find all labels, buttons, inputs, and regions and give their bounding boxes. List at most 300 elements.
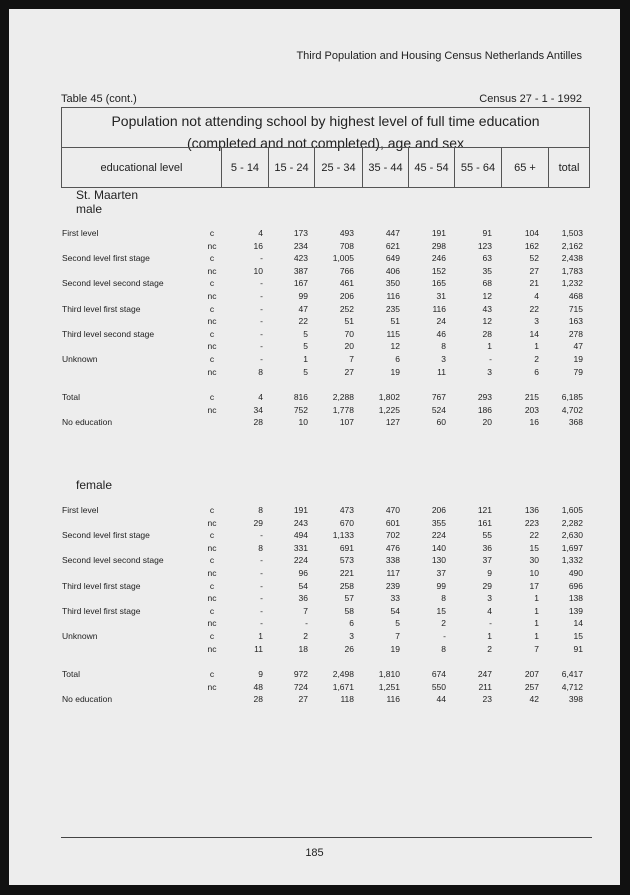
completion-type: nc	[207, 618, 217, 629]
cell-value: 35	[482, 265, 492, 276]
cell-value: 15	[529, 542, 539, 553]
footer-rule	[61, 837, 592, 838]
table-number: Table 45 (cont.)	[61, 93, 137, 105]
cell-value: 191	[431, 228, 446, 238]
cell-value: 1,697	[561, 542, 583, 553]
column-header-25-34: 25 - 34	[314, 148, 362, 188]
cell-value: 173	[293, 228, 308, 238]
cell-value: 152	[431, 265, 446, 276]
cell-value: 1	[487, 341, 492, 352]
cell-value: 167	[293, 278, 308, 289]
cell-value: -	[260, 605, 263, 616]
cell-value: 27	[344, 366, 354, 377]
cell-value: 1	[534, 631, 539, 641]
cell-value: 20	[344, 341, 354, 352]
cell-value: 406	[385, 265, 400, 276]
cell-value: 46	[436, 328, 446, 339]
completion-type: c	[209, 278, 215, 289]
cell-value: 20	[482, 417, 492, 428]
cell-value: 23	[482, 694, 492, 705]
table-row	[9, 694, 620, 706]
cell-value: 22	[529, 530, 539, 541]
table-row	[9, 253, 620, 265]
cell-value: 3	[487, 366, 492, 377]
cell-value: 8	[441, 643, 446, 654]
cell-value: 15	[436, 605, 446, 616]
cell-value: 37	[436, 568, 446, 578]
cell-value: 2,498	[332, 669, 354, 679]
cell-value: 37	[482, 555, 492, 566]
table-row	[9, 644, 620, 656]
cell-value: 99	[298, 291, 308, 301]
table-body	[9, 9, 620, 885]
cell-value: 1,251	[378, 681, 400, 692]
cell-value: 19	[390, 366, 400, 377]
cell-value: 2	[441, 618, 446, 629]
cell-value: 6,185	[561, 392, 583, 402]
cell-value: 19	[390, 643, 400, 654]
completion-type: c	[209, 303, 215, 314]
cell-value: -	[443, 631, 446, 641]
completion-type: nc	[207, 366, 217, 377]
cell-value: 70	[344, 328, 354, 339]
cell-value: 161	[477, 517, 492, 528]
cell-value: -	[260, 555, 263, 566]
cell-value: 215	[524, 392, 539, 402]
cell-value: 6,417	[561, 669, 583, 679]
page-number: 185	[305, 847, 324, 859]
completion-type: nc	[207, 265, 217, 276]
completion-type: c	[209, 505, 215, 515]
document-page	[9, 9, 620, 885]
table-row	[9, 316, 620, 328]
cell-value: 7	[395, 631, 400, 641]
completion-type: c	[209, 392, 215, 402]
row-label: Second level first stage	[62, 253, 150, 264]
row-label: First level	[62, 505, 99, 515]
cell-value: 3	[441, 354, 446, 364]
cell-value: 163	[568, 316, 583, 327]
row-label: Third level first stage	[62, 605, 141, 616]
table-row	[9, 405, 620, 417]
cell-value: 1,778	[332, 404, 354, 415]
cell-value: 621	[385, 240, 400, 251]
cell-value: 27	[529, 265, 539, 276]
completion-type: nc	[207, 341, 217, 352]
table-row	[9, 530, 620, 542]
cell-value: 127	[385, 417, 400, 428]
cell-value: -	[305, 618, 308, 629]
cell-value: 28	[253, 417, 263, 428]
cell-value: 350	[385, 278, 400, 289]
cell-value: 1	[303, 354, 308, 364]
cell-value: 223	[524, 517, 539, 528]
cell-value: -	[260, 278, 263, 289]
cell-value: 138	[568, 593, 583, 604]
table-row	[9, 304, 620, 316]
cell-value: 36	[482, 542, 492, 553]
column-header-65-plus: 65 +	[501, 148, 548, 188]
cell-value: 22	[529, 303, 539, 314]
cell-value: 2,630	[561, 530, 583, 541]
cell-value: 239	[385, 580, 400, 591]
cell-value: -	[260, 303, 263, 314]
completion-type: c	[209, 605, 215, 616]
cell-value: -	[489, 354, 492, 364]
completion-type: c	[209, 580, 215, 591]
cell-value: 243	[293, 517, 308, 528]
cell-value: 60	[436, 417, 446, 428]
cell-value: 207	[524, 669, 539, 679]
table-row	[9, 568, 620, 580]
cell-value: 51	[344, 316, 354, 327]
cell-value: 68	[482, 278, 492, 289]
cell-value: 3	[487, 593, 492, 604]
cell-value: 246	[431, 253, 446, 264]
cell-value: 447	[385, 228, 400, 238]
cell-value: 47	[298, 303, 308, 314]
cell-value: -	[260, 530, 263, 541]
row-label: Unknown	[62, 631, 98, 641]
table-row	[9, 518, 620, 530]
census-date: Census 27 - 1 - 1992	[479, 93, 582, 105]
cell-value: 79	[573, 366, 583, 377]
cell-value: 278	[568, 328, 583, 339]
cell-value: 3	[534, 316, 539, 327]
cell-value: 211	[478, 681, 492, 692]
cell-value: 235	[385, 303, 400, 314]
cell-value: 6	[534, 366, 539, 377]
cell-value: 14	[529, 328, 539, 339]
table-title-line-1: Population not attending school by highest level of full time education	[111, 113, 540, 129]
cell-value: 670	[339, 517, 354, 528]
cell-value: 724	[293, 681, 308, 692]
cell-value: 368	[568, 417, 583, 428]
cell-value: 221	[339, 568, 354, 578]
cell-value: 5	[395, 618, 400, 629]
cell-value: 331	[293, 542, 308, 553]
cell-value: 96	[298, 568, 308, 578]
cell-value: 674	[431, 669, 446, 679]
cell-value: 8	[258, 505, 263, 515]
cell-value: 31	[436, 291, 446, 301]
table-row	[9, 354, 620, 366]
cell-value: 816	[293, 392, 308, 402]
cell-value: 116	[386, 694, 400, 705]
cell-value: 470	[385, 505, 400, 515]
cell-value: 104	[524, 228, 539, 238]
cell-value: -	[260, 580, 263, 591]
row-label: Third level second stage	[62, 328, 155, 339]
cell-value: 116	[386, 291, 400, 301]
cell-value: 57	[344, 593, 354, 604]
cell-value: 1,810	[378, 669, 400, 679]
completion-type: c	[209, 631, 215, 641]
cell-value: 258	[339, 580, 354, 591]
cell-value: 26	[344, 643, 354, 654]
cell-value: 766	[339, 265, 354, 276]
cell-value: 9	[487, 568, 492, 578]
cell-value: -	[260, 316, 263, 327]
cell-value: 4	[258, 392, 263, 402]
cell-value: 186	[477, 404, 492, 415]
cell-value: 649	[385, 253, 400, 264]
cell-value: 355	[431, 517, 446, 528]
cell-value: 2	[534, 354, 539, 364]
cell-value: 257	[524, 681, 539, 692]
completion-type: c	[209, 354, 215, 364]
row-label: Second level second stage	[62, 555, 164, 566]
region-label: St. Maarten	[76, 188, 139, 202]
cell-value: 490	[568, 568, 583, 578]
cell-value: 550	[431, 681, 446, 692]
cell-value: 2,438	[561, 253, 583, 264]
cell-value: 972	[293, 669, 308, 679]
cell-value: 224	[431, 530, 446, 541]
cell-value: 423	[293, 253, 308, 264]
cell-value: 54	[298, 580, 308, 591]
cell-value: 19	[573, 354, 583, 364]
running-header: Third Population and Housing Census Netherlands Antilles	[296, 50, 582, 62]
cell-value: -	[260, 291, 263, 301]
cell-value: 708	[339, 240, 354, 251]
completion-type: c	[209, 328, 215, 339]
table-row	[9, 367, 620, 379]
table-row	[9, 555, 620, 567]
cell-value: 54	[390, 605, 400, 616]
table-row	[9, 682, 620, 694]
column-header-educational-level: educational level	[100, 162, 183, 174]
column-header-55-64: 55 - 64	[454, 148, 501, 188]
cell-value: 63	[482, 253, 492, 264]
table-row	[9, 329, 620, 341]
section-label-male: male	[76, 202, 103, 216]
column-header-total: total	[548, 148, 589, 188]
cell-value: 12	[390, 341, 400, 352]
cell-value: 206	[431, 505, 446, 515]
cell-value: 48	[253, 681, 263, 692]
cell-value: 130	[431, 555, 446, 566]
cell-value: 2,288	[332, 392, 354, 402]
cell-value: 696	[568, 580, 583, 591]
cell-value: 17	[529, 580, 539, 591]
cell-value: 494	[293, 530, 308, 541]
completion-type: nc	[207, 643, 217, 654]
cell-value: 6	[395, 354, 400, 364]
cell-value: 387	[293, 265, 308, 276]
cell-value: 91	[482, 228, 492, 238]
cell-value: 2	[487, 643, 492, 654]
cell-value: 524	[431, 404, 446, 415]
cell-value: 116	[432, 303, 446, 314]
cell-value: 117	[386, 568, 400, 578]
cell-value: 601	[385, 517, 400, 528]
cell-value: 11	[437, 366, 446, 377]
completion-type: c	[209, 530, 215, 541]
cell-value: -	[260, 354, 263, 364]
cell-value: 42	[529, 694, 539, 705]
cell-value: 58	[344, 605, 354, 616]
cell-value: 293	[477, 392, 492, 402]
completion-type: nc	[207, 681, 217, 692]
table-row	[9, 278, 620, 290]
cell-value: 139	[568, 605, 583, 616]
cell-value: 52	[529, 253, 539, 264]
row-label: No education	[62, 694, 113, 705]
table-row	[9, 505, 620, 517]
section-label-female: female	[76, 478, 113, 492]
cell-value: 1,005	[332, 253, 354, 264]
cell-value: 14	[573, 618, 583, 629]
cell-value: 8	[441, 593, 446, 604]
cell-value: -	[260, 328, 263, 339]
cell-value: 28	[253, 694, 263, 705]
table-row	[9, 341, 620, 353]
table-row	[9, 631, 620, 643]
table-row	[9, 593, 620, 605]
cell-value: 767	[431, 392, 446, 402]
cell-value: 10	[253, 265, 263, 276]
cell-value: 1,671	[332, 681, 354, 692]
cell-value: 4	[258, 228, 263, 238]
cell-value: 1,802	[378, 392, 400, 402]
cell-value: 28	[482, 328, 492, 339]
cell-value: 476	[385, 542, 400, 553]
row-label: Total	[62, 392, 80, 402]
cell-value: 8	[258, 366, 263, 377]
completion-type: c	[209, 555, 215, 566]
cell-value: 118	[340, 694, 354, 705]
cell-value: 715	[568, 303, 583, 314]
table-row	[9, 241, 620, 253]
cell-value: 34	[253, 404, 263, 415]
table-row	[9, 606, 620, 618]
cell-value: 252	[339, 303, 354, 314]
cell-value: 338	[385, 555, 400, 566]
table-row	[9, 417, 620, 429]
column-header-5-14: 5 - 14	[221, 148, 268, 188]
cell-value: 5	[303, 366, 308, 377]
row-label: Second level second stage	[62, 278, 164, 289]
cell-value: 7	[349, 354, 354, 364]
cell-value: 36	[298, 593, 308, 604]
completion-type: c	[209, 669, 215, 679]
table-title-line-2: (completed and not completed), age and sex	[186, 135, 465, 151]
cell-value: 1	[487, 631, 492, 641]
table-row	[9, 543, 620, 555]
cell-value: 6	[349, 618, 354, 629]
cell-value: 573	[339, 555, 354, 566]
cell-value: 55	[482, 530, 492, 541]
row-label: First level	[62, 228, 99, 238]
cell-value: 493	[339, 228, 354, 238]
cell-value: 1,133	[332, 530, 354, 541]
cell-value: 123	[477, 240, 492, 251]
cell-value: 206	[339, 291, 354, 301]
completion-type: c	[209, 228, 215, 238]
row-label: Total	[62, 669, 80, 679]
cell-value: 4,702	[561, 404, 583, 415]
completion-type: nc	[207, 291, 217, 301]
cell-value: 21	[529, 278, 539, 289]
cell-value: 5	[303, 328, 308, 339]
row-label: No education	[62, 417, 113, 428]
cell-value: 1,783	[561, 265, 583, 276]
cell-value: 4	[534, 291, 539, 301]
cell-value: 12	[482, 316, 492, 327]
cell-value: 15	[573, 631, 583, 641]
cell-value: 136	[524, 505, 539, 515]
cell-value: 1	[258, 631, 263, 641]
cell-value: -	[260, 253, 263, 264]
cell-value: 115	[386, 328, 400, 339]
cell-value: 10	[298, 417, 308, 428]
cell-value: 4,712	[561, 681, 583, 692]
cell-value: 47	[573, 341, 583, 352]
cell-value: 1	[534, 593, 539, 604]
cell-value: 91	[573, 643, 583, 654]
cell-value: 8	[258, 542, 263, 553]
cell-value: 691	[339, 542, 354, 553]
column-header-15-24: 15 - 24	[268, 148, 314, 188]
cell-value: 30	[529, 555, 539, 566]
cell-value: 44	[436, 694, 446, 705]
row-label: Unknown	[62, 354, 98, 364]
table-row	[9, 266, 620, 278]
table-row	[9, 618, 620, 630]
cell-value: 2,162	[561, 240, 583, 251]
cell-value: 1	[534, 341, 539, 352]
table-row	[9, 291, 620, 303]
cell-value: -	[260, 593, 263, 604]
cell-value: 191	[293, 505, 308, 515]
cell-value: 224	[293, 555, 308, 566]
cell-value: 468	[568, 291, 583, 301]
cell-value: 9	[258, 669, 263, 679]
cell-value: 1,503	[561, 228, 583, 238]
cell-value: 107	[339, 417, 354, 428]
cell-value: 162	[524, 240, 539, 251]
completion-type: nc	[207, 316, 217, 327]
cell-value: 203	[524, 404, 539, 415]
cell-value: 51	[390, 316, 400, 327]
cell-value: 11	[254, 643, 263, 654]
cell-value: 12	[482, 291, 492, 301]
completion-type: nc	[207, 593, 217, 604]
completion-type: c	[209, 253, 215, 264]
cell-value: 18	[298, 643, 308, 654]
table-row	[9, 228, 620, 240]
cell-value: 1,605	[561, 505, 583, 515]
cell-value: 16	[529, 417, 539, 428]
completion-type: nc	[207, 568, 217, 578]
cell-value: -	[260, 618, 263, 629]
cell-value: -	[489, 618, 492, 629]
cell-value: 8	[441, 341, 446, 352]
cell-value: 247	[477, 669, 492, 679]
table-row	[9, 669, 620, 681]
cell-value: 29	[253, 517, 263, 528]
cell-value: 1	[534, 605, 539, 616]
cell-value: 2,282	[561, 517, 583, 528]
cell-value: 22	[298, 316, 308, 327]
cell-value: 752	[293, 404, 308, 415]
completion-type: nc	[207, 542, 217, 553]
cell-value: 27	[298, 694, 308, 705]
cell-value: 10	[529, 568, 539, 578]
cell-value: 461	[339, 278, 354, 289]
completion-type: nc	[207, 517, 217, 528]
